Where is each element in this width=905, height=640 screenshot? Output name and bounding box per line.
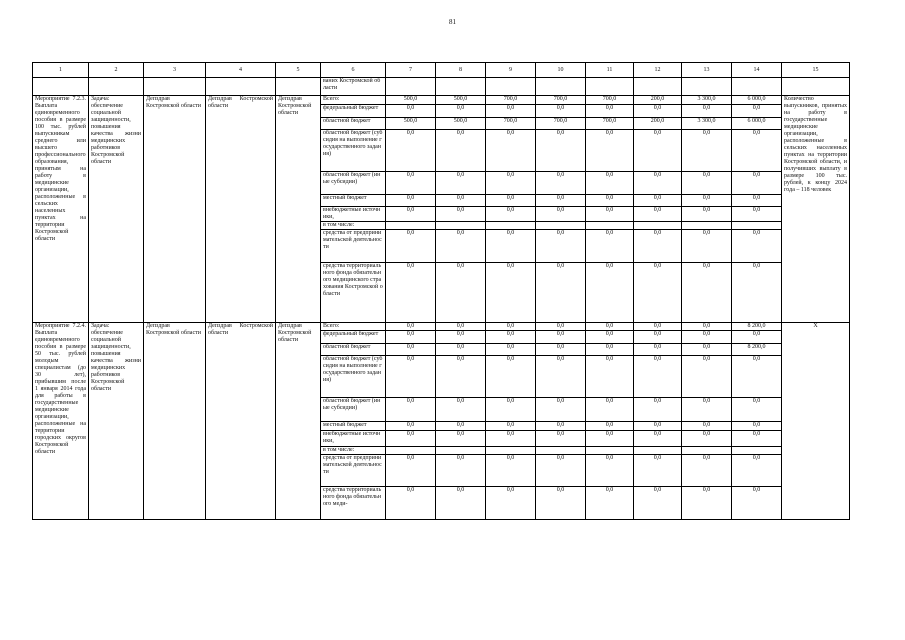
- value-cell: 6 000,0: [732, 118, 782, 130]
- empty-cell: [276, 78, 321, 96]
- value-cell: 0,0: [586, 172, 634, 195]
- value-cell: 0,0: [682, 105, 732, 118]
- value-cell: 0,0: [536, 263, 586, 323]
- empty-cell: [732, 78, 782, 96]
- value-cell: 500,0: [386, 96, 436, 105]
- value-cell: 0,0: [634, 344, 682, 356]
- value-cell: 0,0: [634, 422, 682, 431]
- value-cell: 0,0: [386, 331, 436, 344]
- value-cell: 0,0: [436, 207, 486, 222]
- value-cell: 0,0: [634, 323, 682, 331]
- value-cell: 0,0: [486, 398, 536, 422]
- value-cell: 0,0: [732, 230, 782, 263]
- value-cell: 0,0: [682, 130, 732, 172]
- header-col-3: 3: [144, 63, 206, 78]
- value-cell: 0,0: [586, 487, 634, 520]
- empty-cell: [634, 78, 682, 96]
- value-cell: [634, 447, 682, 455]
- value-cell: 0,0: [536, 105, 586, 118]
- value-cell: 0,0: [386, 431, 436, 447]
- value-cell: 0,0: [682, 344, 732, 356]
- empty-cell: [586, 78, 634, 96]
- value-cell: 0,0: [386, 263, 436, 323]
- coexecutor: Депздрав Костромской области: [206, 96, 276, 323]
- header-col-12: 12: [634, 63, 682, 78]
- value-cell: [386, 447, 436, 455]
- value-cell: [536, 447, 586, 455]
- result-text: Количество выпускников, принятых на работу в государственные медицинские организации, расположенные в сельских населенных пунктах на территории Костромской области, и получивших выплату в размере 100 тыс. рублей, к концу 2024 года – 118 человек: [782, 96, 850, 323]
- funding-source: федеральный бюджет: [321, 105, 386, 118]
- value-cell: 0,0: [682, 331, 732, 344]
- value-cell: 0,0: [486, 263, 536, 323]
- value-cell: [436, 222, 486, 230]
- value-cell: 0,0: [634, 230, 682, 263]
- value-cell: 0,0: [586, 195, 634, 207]
- value-cell: 0,0: [436, 230, 486, 263]
- value-cell: 0,0: [682, 356, 732, 398]
- value-cell: 0,0: [386, 207, 436, 222]
- value-cell: 0,0: [634, 431, 682, 447]
- value-cell: [586, 222, 634, 230]
- value-cell: [732, 447, 782, 455]
- empty-cell: [682, 78, 732, 96]
- funding-source: областной бюджет (субсидия на выполнение государственного задания): [321, 130, 386, 172]
- value-cell: 8 200,0: [732, 344, 782, 356]
- funding-source: Всего:: [321, 323, 386, 331]
- value-cell: 0,0: [386, 323, 436, 331]
- value-cell: 0,0: [536, 323, 586, 331]
- task-text: Задача: обеспечение социальной защищенности, повышения качества жизни медицинских работников Костромской области: [89, 96, 144, 323]
- task-text: Задача: обеспечение социальной защищенности, повышения качества жизни медицинских работников Костромской области: [89, 323, 144, 520]
- value-cell: 0,0: [436, 455, 486, 487]
- value-cell: 6 000,0: [732, 96, 782, 105]
- funding-source: областной бюджет: [321, 118, 386, 130]
- value-cell: 0,0: [682, 398, 732, 422]
- value-cell: 0,0: [536, 422, 586, 431]
- value-cell: 0,0: [682, 207, 732, 222]
- value-cell: 0,0: [536, 431, 586, 447]
- value-cell: 0,0: [682, 487, 732, 520]
- value-cell: 0,0: [682, 323, 732, 331]
- value-cell: 0,0: [732, 207, 782, 222]
- value-cell: 0,0: [586, 130, 634, 172]
- value-cell: [682, 447, 732, 455]
- header-col-9: 9: [486, 63, 536, 78]
- header-col-1: 1: [33, 63, 89, 78]
- value-cell: 0,0: [386, 487, 436, 520]
- header-col-14: 14: [732, 63, 782, 78]
- value-cell: 0,0: [436, 487, 486, 520]
- value-cell: 0,0: [586, 455, 634, 487]
- value-cell: 0,0: [386, 172, 436, 195]
- value-cell: 700,0: [586, 118, 634, 130]
- page-number: 81: [449, 18, 456, 26]
- funding-source: внебюджетные источники,: [321, 431, 386, 447]
- value-cell: 0,0: [386, 130, 436, 172]
- value-cell: 0,0: [634, 455, 682, 487]
- program-table: [32, 62, 850, 520]
- value-cell: 0,0: [586, 422, 634, 431]
- value-cell: [486, 447, 536, 455]
- value-cell: 0,0: [634, 207, 682, 222]
- value-cell: 0,0: [586, 207, 634, 222]
- value-cell: [634, 222, 682, 230]
- value-cell: 0,0: [682, 455, 732, 487]
- header-col-10: 10: [536, 63, 586, 78]
- funding-source: местный бюджет: [321, 422, 386, 431]
- header-col-8: 8: [436, 63, 486, 78]
- funding-source: областной бюджет: [321, 344, 386, 356]
- value-cell: 0,0: [732, 263, 782, 323]
- value-cell: 0,0: [586, 263, 634, 323]
- value-cell: 0,0: [586, 398, 634, 422]
- value-cell: 0,0: [486, 356, 536, 398]
- value-cell: 0,0: [634, 331, 682, 344]
- value-cell: 0,0: [386, 356, 436, 398]
- value-cell: 8 200,0: [732, 323, 782, 331]
- value-cell: 700,0: [536, 118, 586, 130]
- value-cell: 0,0: [732, 331, 782, 344]
- value-cell: 0,0: [436, 398, 486, 422]
- funding-source: средства территориального фонда обязательного меди-: [321, 487, 386, 520]
- funding-source: областной бюджет (иные субсидии): [321, 398, 386, 422]
- table-row: [33, 96, 850, 105]
- value-cell: 0,0: [732, 195, 782, 207]
- value-cell: 0,0: [634, 263, 682, 323]
- value-cell: 0,0: [386, 105, 436, 118]
- funding-source: в том числе:: [321, 222, 386, 230]
- value-cell: [536, 222, 586, 230]
- value-cell: 0,0: [536, 172, 586, 195]
- value-cell: 0,0: [732, 487, 782, 520]
- value-cell: 0,0: [586, 356, 634, 398]
- value-cell: 0,0: [586, 230, 634, 263]
- value-cell: 3 300,0: [682, 118, 732, 130]
- empty-cell: [536, 78, 586, 96]
- header-col-5: 5: [276, 63, 321, 78]
- value-cell: 0,0: [536, 230, 586, 263]
- value-cell: 0,0: [436, 195, 486, 207]
- value-cell: 0,0: [732, 172, 782, 195]
- value-cell: 3 300,0: [682, 96, 732, 105]
- value-cell: 0,0: [536, 455, 586, 487]
- empty-cell: [89, 78, 144, 96]
- value-cell: 0,0: [536, 398, 586, 422]
- value-cell: 0,0: [732, 130, 782, 172]
- header-col-2: 2: [89, 63, 144, 78]
- continuation-row: [33, 78, 850, 96]
- value-cell: 0,0: [436, 431, 486, 447]
- value-cell: 0,0: [486, 323, 536, 331]
- value-cell: [436, 447, 486, 455]
- empty-cell: [486, 78, 536, 96]
- value-cell: 0,0: [486, 130, 536, 172]
- funding-source: местный бюджет: [321, 195, 386, 207]
- value-cell: 0,0: [586, 105, 634, 118]
- value-cell: 0,0: [682, 422, 732, 431]
- value-cell: 0,0: [436, 422, 486, 431]
- value-cell: [682, 222, 732, 230]
- value-cell: 0,0: [486, 487, 536, 520]
- value-cell: 0,0: [732, 431, 782, 447]
- value-cell: 0,0: [486, 431, 536, 447]
- value-cell: 0,0: [386, 195, 436, 207]
- value-cell: 0,0: [536, 130, 586, 172]
- header-col-4: 4: [206, 63, 276, 78]
- value-cell: 0,0: [486, 331, 536, 344]
- value-cell: 0,0: [436, 130, 486, 172]
- value-cell: 0,0: [486, 422, 536, 431]
- empty-cell: [144, 78, 206, 96]
- value-cell: 200,0: [634, 118, 682, 130]
- value-cell: 0,0: [436, 344, 486, 356]
- value-cell: [586, 447, 634, 455]
- value-cell: 0,0: [536, 195, 586, 207]
- empty-cell: [436, 78, 486, 96]
- funding-source: средства от предпринимательской деятельности: [321, 455, 386, 487]
- value-cell: 0,0: [732, 105, 782, 118]
- value-cell: 0,0: [682, 195, 732, 207]
- header-col-15: 15: [782, 63, 850, 78]
- header-col-7: 7: [386, 63, 436, 78]
- value-cell: 0,0: [536, 356, 586, 398]
- value-cell: 0,0: [586, 344, 634, 356]
- value-cell: 700,0: [486, 96, 536, 105]
- value-cell: 0,0: [386, 344, 436, 356]
- value-cell: 0,0: [436, 263, 486, 323]
- value-cell: 500,0: [436, 96, 486, 105]
- funding-source: областной бюджет (субсидия на выполнение государственного задания): [321, 356, 386, 398]
- result-text: Х: [782, 323, 850, 520]
- continuation-source: ваних Костромской области: [321, 78, 386, 96]
- value-cell: 0,0: [436, 356, 486, 398]
- value-cell: 0,0: [732, 356, 782, 398]
- value-cell: 0,0: [634, 195, 682, 207]
- value-cell: 0,0: [536, 331, 586, 344]
- value-cell: 0,0: [486, 230, 536, 263]
- funding-source: областной бюджет (иные субсидии): [321, 172, 386, 195]
- value-cell: 0,0: [486, 344, 536, 356]
- executor: Депздрав Костромской области: [144, 323, 206, 520]
- value-cell: 0,0: [682, 263, 732, 323]
- value-cell: 0,0: [682, 431, 732, 447]
- table-row: [33, 323, 850, 331]
- value-cell: 700,0: [536, 96, 586, 105]
- header-col-11: 11: [586, 63, 634, 78]
- value-cell: 0,0: [682, 230, 732, 263]
- value-cell: 0,0: [634, 130, 682, 172]
- value-cell: 0,0: [386, 455, 436, 487]
- value-cell: 0,0: [634, 487, 682, 520]
- value-cell: 0,0: [634, 398, 682, 422]
- value-cell: 0,0: [486, 207, 536, 222]
- value-cell: 0,0: [586, 431, 634, 447]
- value-cell: 0,0: [634, 356, 682, 398]
- value-cell: 0,0: [536, 344, 586, 356]
- value-cell: 0,0: [682, 172, 732, 195]
- measure-name: Мероприятие 7.2.3. Выплата единовременного пособия в размере 100 тыс. рублей выпускникам среднего или высшего профессионального образования, принятым на работу в медицинские организации, расположенные в сельских населенных пунктах на территории Костромской области: [33, 96, 89, 323]
- value-cell: 0,0: [436, 172, 486, 195]
- value-cell: 0,0: [586, 331, 634, 344]
- value-cell: 500,0: [386, 118, 436, 130]
- value-cell: 200,0: [634, 96, 682, 105]
- value-cell: 0,0: [436, 105, 486, 118]
- value-cell: 0,0: [436, 331, 486, 344]
- funding-source: федеральный бюджет: [321, 331, 386, 344]
- value-cell: 0,0: [486, 105, 536, 118]
- empty-cell: [33, 78, 89, 96]
- participant: Депздрав Костромской области: [276, 323, 321, 520]
- value-cell: 700,0: [486, 118, 536, 130]
- funding-source: Всего:: [321, 96, 386, 105]
- value-cell: [386, 222, 436, 230]
- header-col-13: 13: [682, 63, 732, 78]
- value-cell: 0,0: [732, 455, 782, 487]
- empty-cell: [782, 78, 850, 96]
- value-cell: 0,0: [536, 487, 586, 520]
- coexecutor: Депздрав Костромской области: [206, 323, 276, 520]
- header-row: [33, 63, 850, 78]
- measure-name: Мероприятие 7.2.4. Выплата единовременного пособия в размере 50 тыс. рублей молодым специалистам (до 30 лет), прибывшим после 1 января 2014 года для работы в государственные медицинские организации, расположенные на территории городских округов Костромской области: [33, 323, 89, 520]
- value-cell: 700,0: [586, 96, 634, 105]
- value-cell: 0,0: [386, 422, 436, 431]
- executor: Депздрав Костромской области: [144, 96, 206, 323]
- value-cell: 0,0: [586, 323, 634, 331]
- funding-source: средства территориального фонда обязательного медицинского страхования Костромской области: [321, 263, 386, 323]
- value-cell: 0,0: [486, 195, 536, 207]
- value-cell: 0,0: [732, 398, 782, 422]
- empty-cell: [206, 78, 276, 96]
- value-cell: 0,0: [536, 207, 586, 222]
- funding-source: внебюджетные источники,: [321, 207, 386, 222]
- header-col-6: 6: [321, 63, 386, 78]
- value-cell: 0,0: [486, 455, 536, 487]
- participant: Депздрав Костромской области: [276, 96, 321, 323]
- empty-cell: [386, 78, 436, 96]
- value-cell: 0,0: [386, 398, 436, 422]
- value-cell: [732, 222, 782, 230]
- value-cell: 0,0: [634, 172, 682, 195]
- value-cell: 0,0: [732, 422, 782, 431]
- value-cell: 500,0: [436, 118, 486, 130]
- value-cell: 0,0: [386, 230, 436, 263]
- value-cell: [486, 222, 536, 230]
- value-cell: 0,0: [634, 105, 682, 118]
- value-cell: 0,0: [486, 172, 536, 195]
- funding-source: средства от предпринимательской деятельности: [321, 230, 386, 263]
- value-cell: 0,0: [436, 323, 486, 331]
- funding-source: в том числе:: [321, 447, 386, 455]
